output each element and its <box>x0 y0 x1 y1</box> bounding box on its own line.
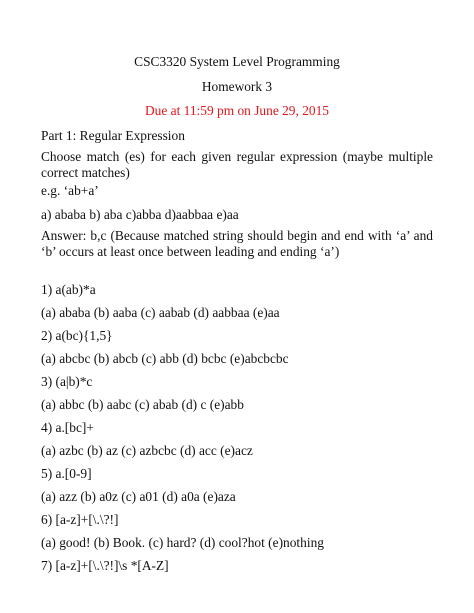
homework-title: Homework 3 <box>201 79 273 94</box>
question-options: (a) abcbc (b) abcb (c) abb (d) bcbc (e)abcbcbc <box>41 351 289 366</box>
example-answer: Answer: b,c (Because matched string should begin and end with ‘a’ and ‘b’ occurs at least once between leading and ending ‘a’) <box>41 228 433 259</box>
question-expr: 3) (a|b)*c <box>41 374 93 389</box>
due-date: Due at 11:59 pm on June 29, 2015 <box>145 103 329 118</box>
question-options: (a) good! (b) Book. (c) hard? (d) cool?hot (e)nothing <box>41 535 324 550</box>
question-options: (a) ababa (b) aaba (c) aabab (d) aabbaa (e)aa <box>41 305 280 320</box>
instructions: Choose match (es) for each given regular expression (maybe multiple correct matches) <box>41 149 433 180</box>
part-title: Part 1: Regular Expression <box>41 128 185 143</box>
question-expr: 1) a(ab)*a <box>41 282 96 297</box>
question-options: (a) azbc (b) az (c) azbcbc (d) acc (e)acz <box>41 443 253 458</box>
example-label: e.g. ‘ab+a’ <box>41 183 99 198</box>
question-expr: 7) [a-z]+[\.\?!]\s *[A-Z] <box>41 558 169 573</box>
question-expr: 2) a(bc){1,5} <box>41 328 113 343</box>
example-options: a) ababa b) aba c)abba d)aabbaa e)aa <box>41 207 239 222</box>
question-expr: 4) a.[bc]+ <box>41 420 94 435</box>
question-expr: 6) [a-z]+[\.\?!] <box>41 512 119 527</box>
course-title: CSC3320 System Level Programming <box>134 54 340 69</box>
question-expr: 5) a.[0-9] <box>41 466 92 481</box>
question-options: (a) azz (b) a0z (c) a01 (d) a0a (e)aza <box>41 489 236 504</box>
question-options: (a) abbc (b) aabc (c) abab (d) c (e)abb <box>41 397 244 412</box>
